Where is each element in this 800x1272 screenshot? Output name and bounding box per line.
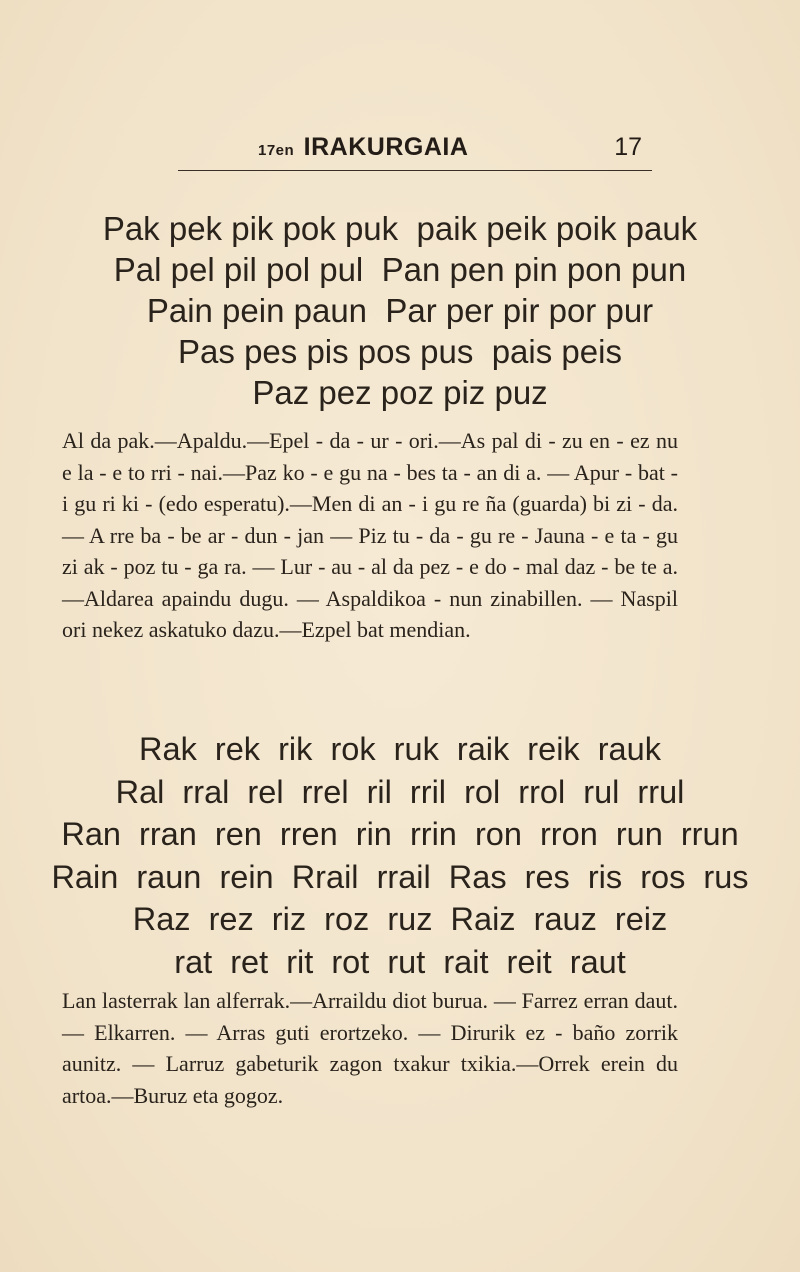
syllable-line: Ran rran ren rren rin rrin ron rron run rrun bbox=[61, 816, 739, 852]
syllable-line: Rain raun rein Rrail rrail Ras res ris ros rus bbox=[51, 858, 749, 895]
syllable-line: rat ret rit rot rut rait reit raut bbox=[174, 943, 626, 980]
syllable-line: Pain pein paun Par per pir por pur bbox=[146, 292, 654, 329]
reading-paragraph-p: Al da pak.—Apaldu.—Epel - da - ur - ori.—As pal di - zu en - ez nu e la - e to rri - nai.—Paz ko - e gu na - bes ta - an di a. — Apur - bat - i gu ri ki - (edo esperatu).—Men di an - i gu re ña (guarda) bi zi - da. — A rre ba - be ar - dun - jan — Piz tu - da - gu re - Jauna - e ta - gu zi ak - poz tu - ga ra. — Lur - au - al da pez - e do - mal daz - be te a.—Aldarea apaindu dugu. — Aspaldikoa - nun zinabillen. — Naspil ori nekez askatuko dazu.—Ezpel bat mendian. bbox=[62, 428, 678, 642]
syllable-block-r bbox=[40, 728, 760, 983]
running-header bbox=[180, 122, 650, 162]
lesson-number: 17en bbox=[258, 142, 295, 159]
heading-title: IRAKURGAIA bbox=[303, 133, 469, 161]
chapter-heading bbox=[258, 133, 468, 162]
syllable-line: Raz rez riz roz ruz Raiz rauz reiz bbox=[132, 901, 668, 937]
syllable-line: Pal pel pil pol pul Pan pen pin pon pun bbox=[113, 251, 687, 288]
page-number: 17 bbox=[614, 133, 642, 161]
syllable-block-p bbox=[40, 208, 760, 413]
syllable-line: Paz pez poz piz puz bbox=[252, 374, 548, 411]
syllable-line: Pas pes pis pos pus pais peis bbox=[178, 333, 622, 370]
header-rule bbox=[178, 170, 652, 171]
syllable-line: Ral rral rel rrel ril rril rol rrol rul rrul bbox=[115, 773, 685, 810]
reading-paragraph-r: Lan lasterrak lan alferrak.—Arraildu diot burua. — Farrez erran daut. — Elkarren. — Arras guti erortzeko. — Dirurik ez - baño zorrik aunitz. — Larruz gabeturik zagon txakur txikia.—Orrek erein du artoa.—Buruz eta gogoz. bbox=[62, 988, 678, 1108]
syllable-line: Pak pek pik pok puk paik peik poik pauk bbox=[102, 210, 698, 247]
syllable-line: Rak rek rik rok ruk raik reik rauk bbox=[139, 731, 661, 767]
